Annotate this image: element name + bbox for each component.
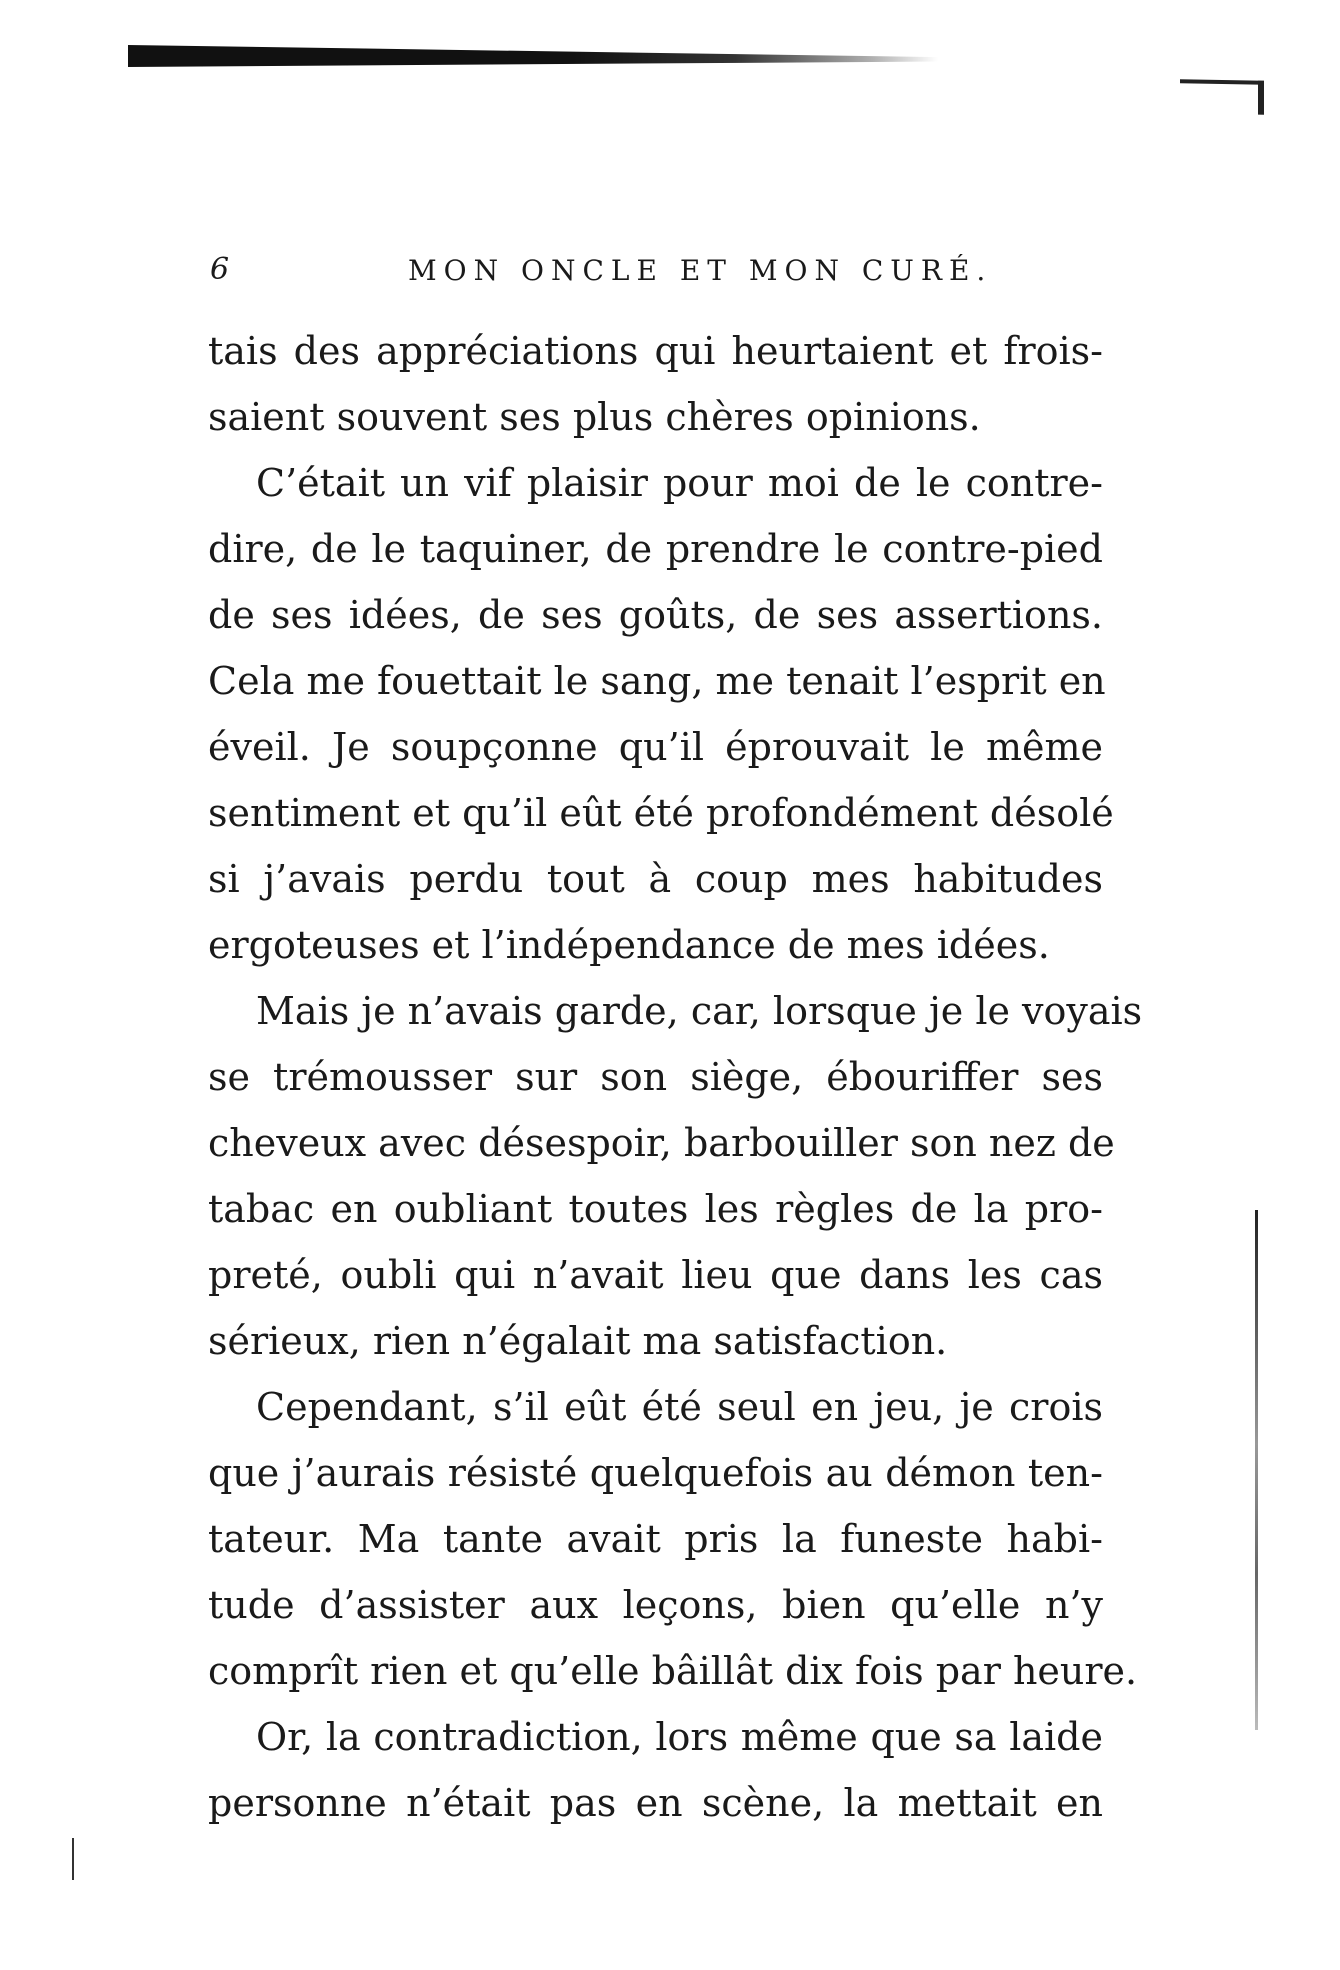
top-scan-rule — [128, 45, 938, 67]
text-line: Mais je n’avais garde, car, lorsque je le voyais — [256, 989, 1143, 1033]
text-line: saient souvent ses plus chères opinions. — [208, 395, 981, 439]
text-line: comprît rien et qu’elle bâillât dix fois par heure. — [208, 1649, 1138, 1693]
text-line: personne n’était pas en scène, la mettait en — [208, 1781, 1103, 1825]
text-line: Or, la contradiction, lors même que sa laide — [256, 1715, 1103, 1759]
text-line: tude d’assister aux leçons, bien qu’elle n’y — [208, 1583, 1103, 1627]
text-line: se trémousser sur son siège, ébouriffer ses — [208, 1055, 1103, 1099]
text-line: que j’aurais résisté quelquefois au démon ten- — [208, 1451, 1103, 1495]
text-line: tateur. Ma tante avait pris la funeste habi- — [208, 1517, 1103, 1561]
running-head — [210, 252, 1110, 292]
page-text — [208, 318, 1143, 1836]
text-line: preté, oubli qui n’avait lieu que dans les cas — [208, 1253, 1103, 1297]
left-edge-scan-mark — [72, 1838, 74, 1880]
text-line: si j’avais perdu tout à coup mes habitudes — [208, 857, 1103, 901]
text-line: éveil. Je soupçonne qu’il éprouvait le même — [208, 725, 1103, 769]
text-line: dire, de le taquiner, de prendre le contre-pied — [208, 527, 1103, 571]
text-line: C’était un vif plaisir pour moi de le contre- — [256, 461, 1103, 505]
running-title: MON ONCLE ET MON CURÉ. — [408, 254, 993, 287]
text-line: de ses idées, de ses goûts, de ses assertions. — [208, 593, 1103, 637]
corner-scan-mark — [1180, 79, 1264, 114]
text-line: cheveux avec désespoir, barbouiller son nez de — [208, 1121, 1115, 1165]
right-edge-scan-mark — [1255, 1210, 1258, 1730]
text-line: ergoteuses et l’indépendance de mes idées. — [208, 923, 1050, 967]
text-line: tabac en oubliant toutes les règles de la pro- — [208, 1187, 1103, 1231]
text-line: sérieux, rien n’égalait ma satisfaction. — [208, 1319, 948, 1363]
text-line: Cependant, s’il eût été seul en jeu, je crois — [256, 1385, 1103, 1429]
text-line: tais des appréciations qui heurtaient et frois- — [208, 329, 1103, 373]
text-line: sentiment et qu’il eût été profondément désolé — [208, 791, 1114, 835]
text-line: Cela me fouettait le sang, me tenait l’esprit en — [208, 659, 1106, 703]
page-number: 6 — [210, 252, 230, 287]
